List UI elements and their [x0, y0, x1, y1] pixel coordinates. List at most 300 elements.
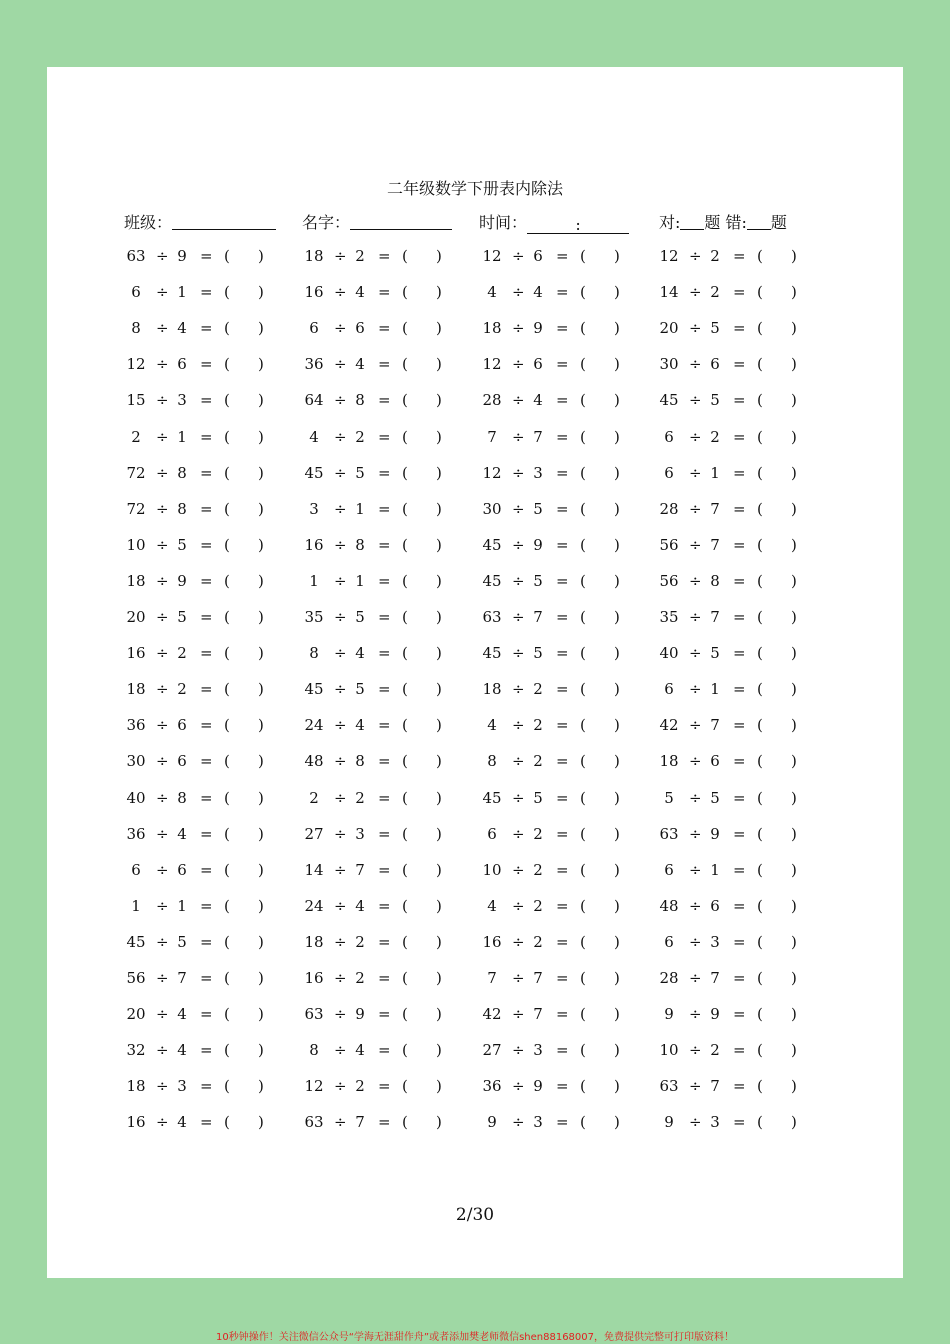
divisor: 1 — [177, 427, 187, 446]
answer-close-paren[interactable]: ) — [436, 283, 442, 302]
answer-close-paren[interactable]: ) — [614, 932, 620, 951]
divide-sign: ÷ — [156, 391, 169, 410]
equals-sign: = — [556, 716, 569, 735]
answer-close-paren[interactable]: ) — [614, 499, 620, 518]
divide-sign: ÷ — [334, 860, 347, 879]
answer-open-paren[interactable]: ( — [757, 608, 763, 626]
dividend: 16 — [126, 644, 146, 663]
answer-close-paren[interactable]: ) — [614, 571, 620, 590]
divide-sign: ÷ — [156, 896, 169, 915]
answer-open-paren[interactable]: ( — [757, 535, 763, 554]
answer-open-paren[interactable]: ( — [402, 896, 408, 915]
answer-open-paren[interactable]: ( — [402, 535, 408, 554]
answer-open-paren[interactable]: ( — [224, 499, 230, 518]
answer-open-paren[interactable]: ( — [757, 1077, 763, 1096]
answer-close-paren[interactable]: ) — [614, 860, 620, 879]
answer-open-paren[interactable]: ( — [224, 932, 230, 951]
answer-close-paren[interactable]: ) — [258, 499, 264, 518]
answer-close-paren[interactable]: ) — [258, 535, 264, 554]
equals-sign: = — [556, 752, 569, 771]
answer-close-paren[interactable]: ) — [614, 896, 620, 915]
divisor: 3 — [710, 1113, 720, 1132]
answer-close-paren[interactable]: ) — [614, 824, 620, 843]
answer-open-paren[interactable]: ( — [580, 788, 586, 807]
answer-open-paren[interactable]: ( — [224, 319, 230, 338]
answer-open-paren[interactable]: ( — [580, 1041, 586, 1060]
answer-open-paren[interactable]: ( — [580, 969, 586, 987]
answer-open-paren[interactable]: ( — [224, 752, 230, 771]
answer-close-paren[interactable]: ) — [791, 752, 797, 771]
equals-sign: = — [378, 752, 391, 771]
answer-open-paren[interactable]: ( — [580, 499, 586, 518]
answer-close-paren[interactable]: ) — [791, 608, 797, 626]
answer-close-paren[interactable]: ) — [791, 680, 797, 699]
answer-close-paren[interactable]: ) — [258, 896, 264, 915]
answer-open-paren[interactable]: ( — [224, 1113, 230, 1132]
equals-sign: = — [556, 644, 569, 663]
answer-close-paren[interactable]: ) — [436, 969, 442, 987]
answer-close-paren[interactable]: ) — [436, 896, 442, 915]
answer-close-paren[interactable]: ) — [258, 355, 264, 374]
answer-open-paren[interactable]: ( — [224, 283, 230, 302]
answer-open-paren[interactable]: ( — [580, 896, 586, 915]
answer-close-paren[interactable]: ) — [436, 535, 442, 554]
answer-open-paren[interactable]: ( — [402, 571, 408, 590]
answer-close-paren[interactable]: ) — [614, 644, 620, 663]
answer-close-paren[interactable]: ) — [614, 608, 620, 626]
answer-open-paren[interactable]: ( — [580, 355, 586, 374]
answer-open-paren[interactable]: ( — [580, 1113, 586, 1132]
answer-close-paren[interactable]: ) — [791, 824, 797, 843]
answer-close-paren[interactable]: ) — [436, 608, 442, 626]
answer-open-paren[interactable]: ( — [224, 716, 230, 735]
answer-open-paren[interactable]: ( — [402, 1005, 408, 1024]
answer-open-paren[interactable]: ( — [224, 355, 230, 374]
answer-open-paren[interactable]: ( — [757, 932, 763, 951]
answer-open-paren[interactable]: ( — [224, 247, 230, 265]
dividend: 10 — [482, 860, 502, 879]
answer-open-paren[interactable]: ( — [402, 1041, 408, 1060]
answer-close-paren[interactable]: ) — [258, 1005, 264, 1024]
answer-close-paren[interactable]: ) — [436, 463, 442, 482]
answer-close-paren[interactable]: ) — [614, 752, 620, 771]
answer-open-paren[interactable]: ( — [224, 608, 230, 626]
equals-sign: = — [200, 752, 213, 771]
answer-open-paren[interactable]: ( — [757, 247, 763, 265]
class-blank[interactable] — [172, 213, 276, 230]
answer-open-paren[interactable]: ( — [580, 283, 586, 302]
divisor: 4 — [533, 283, 543, 302]
answer-close-paren[interactable]: ) — [791, 427, 797, 446]
divisor: 9 — [533, 535, 543, 554]
divide-sign: ÷ — [689, 499, 702, 518]
answer-close-paren[interactable]: ) — [791, 571, 797, 590]
divisor: 5 — [355, 680, 365, 699]
answer-open-paren[interactable]: ( — [757, 427, 763, 446]
answer-close-paren[interactable]: ) — [791, 1113, 797, 1132]
answer-close-paren[interactable]: ) — [258, 1077, 264, 1096]
divisor: 5 — [710, 319, 720, 338]
answer-open-paren[interactable]: ( — [580, 319, 586, 338]
divisor: 9 — [710, 824, 720, 843]
problem-row — [122, 391, 282, 411]
answer-open-paren[interactable]: ( — [757, 1113, 763, 1132]
dividend: 4 — [487, 896, 497, 915]
answer-open-paren[interactable]: ( — [224, 535, 230, 554]
dividend: 18 — [482, 319, 502, 338]
answer-close-paren[interactable]: ) — [614, 969, 620, 987]
problem-row — [655, 1077, 815, 1097]
answer-open-paren[interactable]: ( — [402, 644, 408, 663]
answer-close-paren[interactable]: ) — [258, 427, 264, 446]
answer-close-paren[interactable]: ) — [791, 283, 797, 302]
answer-open-paren[interactable]: ( — [757, 824, 763, 843]
divide-sign: ÷ — [334, 535, 347, 554]
correct-blank[interactable] — [680, 213, 704, 230]
divide-sign: ÷ — [689, 896, 702, 915]
answer-close-paren[interactable]: ) — [436, 319, 442, 338]
divide-sign: ÷ — [512, 499, 525, 518]
problem-row — [300, 897, 460, 917]
answer-open-paren[interactable]: ( — [402, 608, 408, 626]
answer-open-paren[interactable]: ( — [402, 1113, 408, 1132]
answer-close-paren[interactable]: ) — [436, 680, 442, 699]
equals-sign: = — [200, 427, 213, 446]
answer-close-paren[interactable]: ) — [436, 1041, 442, 1060]
answer-open-paren[interactable]: ( — [757, 644, 763, 663]
answer-open-paren[interactable]: ( — [224, 680, 230, 699]
answer-close-paren[interactable]: ) — [614, 788, 620, 807]
answer-open-paren[interactable]: ( — [757, 283, 763, 302]
answer-open-paren[interactable]: ( — [580, 427, 586, 446]
answer-open-paren[interactable]: ( — [580, 644, 586, 663]
answer-close-paren[interactable]: ) — [258, 860, 264, 879]
time-blank[interactable] — [527, 217, 629, 234]
answer-close-paren[interactable]: ) — [614, 463, 620, 482]
divide-sign: ÷ — [334, 283, 347, 302]
answer-close-paren[interactable]: ) — [436, 752, 442, 771]
equals-sign: = — [733, 463, 746, 482]
answer-close-paren[interactable]: ) — [791, 499, 797, 518]
answer-close-paren[interactable]: ) — [614, 319, 620, 338]
answer-open-paren[interactable]: ( — [757, 969, 763, 987]
equals-sign: = — [556, 932, 569, 951]
divisor: 2 — [533, 932, 543, 951]
answer-open-paren[interactable]: ( — [580, 1077, 586, 1096]
answer-close-paren[interactable]: ) — [258, 680, 264, 699]
footer-notice: 10秒钟操作！关注微信公众号“学海无涯甜作舟”或者添加樊老师微信shen88168007，免费提供完整可打印版资料！ — [215, 1332, 735, 1343]
problem-row — [655, 897, 815, 917]
answer-close-paren[interactable]: ) — [258, 1041, 264, 1060]
answer-close-paren[interactable]: ) — [791, 969, 797, 987]
answer-open-paren[interactable]: ( — [757, 680, 763, 699]
answer-open-paren[interactable]: ( — [224, 391, 230, 410]
dividend: 18 — [304, 247, 324, 265]
answer-close-paren[interactable]: ) — [791, 716, 797, 735]
answer-open-paren[interactable]: ( — [402, 716, 408, 735]
answer-open-paren[interactable]: ( — [224, 1077, 230, 1096]
answer-open-paren[interactable]: ( — [402, 319, 408, 338]
answer-close-paren[interactable]: ) — [258, 463, 264, 482]
answer-open-paren[interactable]: ( — [580, 463, 586, 482]
divisor: 6 — [177, 716, 187, 735]
answer-close-paren[interactable]: ) — [436, 860, 442, 879]
answer-open-paren[interactable]: ( — [580, 571, 586, 590]
equals-sign: = — [556, 499, 569, 518]
dividend: 42 — [659, 716, 679, 735]
answer-open-paren[interactable]: ( — [224, 896, 230, 915]
dividend: 12 — [304, 1077, 324, 1096]
dividend: 7 — [487, 969, 497, 987]
answer-close-paren[interactable]: ) — [258, 644, 264, 663]
answer-close-paren[interactable]: ) — [791, 932, 797, 951]
answer-open-paren[interactable]: ( — [402, 355, 408, 374]
answer-close-paren[interactable]: ) — [436, 571, 442, 590]
answer-close-paren[interactable]: ) — [258, 608, 264, 626]
divide-sign: ÷ — [334, 463, 347, 482]
divide-sign: ÷ — [156, 824, 169, 843]
problem-row — [655, 319, 815, 339]
answer-close-paren[interactable]: ) — [258, 824, 264, 843]
answer-close-paren[interactable]: ) — [436, 1077, 442, 1096]
answer-open-paren[interactable]: ( — [757, 319, 763, 338]
dividend: 64 — [304, 391, 324, 410]
answer-close-paren[interactable]: ) — [258, 1113, 264, 1132]
answer-open-paren[interactable]: ( — [757, 391, 763, 410]
answer-close-paren[interactable]: ) — [614, 716, 620, 735]
problem-row — [300, 716, 460, 736]
answer-open-paren[interactable]: ( — [224, 571, 230, 590]
dividend: 9 — [664, 1113, 674, 1132]
equals-sign: = — [556, 463, 569, 482]
divisor: 2 — [177, 644, 187, 663]
answer-open-paren[interactable]: ( — [402, 247, 408, 265]
answer-open-paren[interactable]: ( — [402, 680, 408, 699]
answer-close-paren[interactable]: ) — [791, 1077, 797, 1096]
answer-close-paren[interactable]: ) — [258, 247, 264, 265]
answer-open-paren[interactable]: ( — [757, 571, 763, 590]
answer-open-paren[interactable]: ( — [224, 1005, 230, 1024]
divide-sign: ÷ — [512, 860, 525, 879]
answer-close-paren[interactable]: ) — [436, 644, 442, 663]
answer-close-paren[interactable]: ) — [791, 788, 797, 807]
answer-close-paren[interactable]: ) — [791, 391, 797, 410]
answer-open-paren[interactable]: ( — [580, 1005, 586, 1024]
divisor: 2 — [355, 247, 365, 265]
answer-open-paren[interactable]: ( — [224, 969, 230, 987]
answer-close-paren[interactable]: ) — [436, 1113, 442, 1132]
answer-close-paren[interactable]: ) — [614, 1113, 620, 1132]
answer-open-paren[interactable]: ( — [757, 463, 763, 482]
dividend: 45 — [482, 535, 502, 554]
answer-open-paren[interactable]: ( — [580, 716, 586, 735]
answer-close-paren[interactable]: ) — [258, 283, 264, 302]
divisor: 4 — [177, 1041, 187, 1060]
answer-close-paren[interactable]: ) — [436, 427, 442, 446]
divisor: 2 — [533, 752, 543, 771]
dividend: 63 — [482, 608, 502, 626]
problem-row — [478, 1077, 638, 1097]
answer-open-paren[interactable]: ( — [402, 824, 408, 843]
answer-open-paren[interactable]: ( — [580, 535, 586, 554]
answer-open-paren[interactable]: ( — [224, 788, 230, 807]
problem-row — [122, 319, 282, 339]
divisor: 4 — [355, 716, 365, 735]
dividend: 6 — [309, 319, 319, 338]
answer-close-paren[interactable]: ) — [436, 355, 442, 374]
dividend: 10 — [659, 1041, 679, 1060]
answer-open-paren[interactable]: ( — [580, 247, 586, 265]
answer-open-paren[interactable]: ( — [757, 1005, 763, 1024]
divide-sign: ÷ — [156, 680, 169, 699]
answer-open-paren[interactable]: ( — [224, 463, 230, 482]
answer-open-paren[interactable]: ( — [402, 391, 408, 410]
answer-close-paren[interactable]: ) — [614, 1077, 620, 1096]
answer-open-paren[interactable]: ( — [580, 752, 586, 771]
answer-close-paren[interactable]: ) — [614, 247, 620, 265]
divisor: 5 — [710, 644, 720, 663]
divisor: 6 — [533, 247, 543, 265]
answer-close-paren[interactable]: ) — [791, 535, 797, 554]
answer-open-paren[interactable]: ( — [402, 1077, 408, 1096]
answer-open-paren[interactable]: ( — [757, 355, 763, 374]
answer-close-paren[interactable]: ) — [791, 247, 797, 265]
answer-close-paren[interactable]: ) — [436, 716, 442, 735]
answer-open-paren[interactable]: ( — [224, 644, 230, 663]
answer-close-paren[interactable]: ) — [614, 355, 620, 374]
divisor: 7 — [710, 969, 720, 987]
answer-close-paren[interactable]: ) — [436, 499, 442, 518]
answer-close-paren[interactable]: ) — [258, 788, 264, 807]
divide-sign: ÷ — [689, 319, 702, 338]
answer-open-paren[interactable]: ( — [757, 896, 763, 915]
answer-close-paren[interactable]: ) — [614, 283, 620, 302]
dividend: 63 — [659, 824, 679, 843]
answer-open-paren[interactable]: ( — [757, 1041, 763, 1060]
wrong-blank[interactable] — [747, 213, 771, 230]
dividend: 45 — [126, 932, 146, 951]
divide-sign: ÷ — [512, 644, 525, 663]
answer-open-paren[interactable]: ( — [224, 427, 230, 446]
answer-close-paren[interactable]: ) — [614, 1041, 620, 1060]
problem-row — [300, 536, 460, 556]
equals-sign: = — [200, 788, 213, 807]
equals-sign: = — [378, 1113, 391, 1132]
answer-open-paren[interactable]: ( — [580, 608, 586, 626]
equals-sign: = — [556, 608, 569, 626]
answer-open-paren[interactable]: ( — [402, 860, 408, 879]
problem-row — [478, 933, 638, 953]
problem-row — [122, 789, 282, 809]
answer-close-paren[interactable]: ) — [436, 391, 442, 410]
divide-sign: ÷ — [156, 571, 169, 590]
answer-close-paren[interactable]: ) — [614, 391, 620, 410]
problem-row — [122, 897, 282, 917]
answer-open-paren[interactable]: ( — [757, 716, 763, 735]
answer-close-paren[interactable]: ) — [791, 463, 797, 482]
divide-sign: ÷ — [512, 932, 525, 951]
divide-sign: ÷ — [512, 247, 525, 265]
answer-open-paren[interactable]: ( — [402, 932, 408, 951]
divide-sign: ÷ — [689, 571, 702, 590]
answer-open-paren[interactable]: ( — [580, 860, 586, 879]
answer-close-paren[interactable]: ) — [791, 644, 797, 663]
divisor: 7 — [533, 427, 543, 446]
answer-open-paren[interactable]: ( — [580, 824, 586, 843]
answer-open-paren[interactable]: ( — [224, 1041, 230, 1060]
answer-close-paren[interactable]: ) — [258, 752, 264, 771]
answer-close-paren[interactable]: ) — [791, 896, 797, 915]
answer-close-paren[interactable]: ) — [436, 247, 442, 265]
divide-sign: ÷ — [689, 824, 702, 843]
answer-close-paren[interactable]: ) — [614, 680, 620, 699]
answer-open-paren[interactable]: ( — [757, 860, 763, 879]
answer-close-paren[interactable]: ) — [258, 969, 264, 987]
answer-close-paren[interactable]: ) — [436, 788, 442, 807]
divide-sign: ÷ — [334, 1005, 347, 1024]
divide-sign: ÷ — [512, 752, 525, 771]
answer-close-paren[interactable]: ) — [791, 355, 797, 374]
answer-open-paren[interactable]: ( — [580, 391, 586, 410]
answer-close-paren[interactable]: ) — [791, 860, 797, 879]
divide-sign: ÷ — [512, 680, 525, 699]
answer-close-paren[interactable]: ) — [614, 427, 620, 446]
answer-open-paren[interactable]: ( — [402, 788, 408, 807]
answer-open-paren[interactable]: ( — [402, 283, 408, 302]
answer-open-paren[interactable]: ( — [580, 932, 586, 951]
answer-close-paren[interactable]: ) — [258, 716, 264, 735]
dividend: 30 — [126, 752, 146, 771]
answer-open-paren[interactable]: ( — [757, 499, 763, 518]
answer-close-paren[interactable]: ) — [258, 571, 264, 590]
answer-open-paren[interactable]: ( — [757, 788, 763, 807]
answer-close-paren[interactable]: ) — [614, 1005, 620, 1024]
answer-close-paren[interactable]: ) — [258, 391, 264, 410]
answer-close-paren[interactable]: ) — [436, 932, 442, 951]
answer-open-paren[interactable]: ( — [224, 824, 230, 843]
divisor: 8 — [177, 499, 187, 518]
name-blank[interactable] — [350, 213, 452, 230]
equals-sign: = — [733, 1005, 746, 1024]
answer-close-paren[interactable]: ) — [791, 1005, 797, 1024]
answer-close-paren[interactable]: ) — [258, 932, 264, 951]
answer-close-paren[interactable]: ) — [791, 1041, 797, 1060]
divide-sign: ÷ — [512, 608, 525, 626]
answer-close-paren[interactable]: ) — [258, 319, 264, 338]
answer-open-paren[interactable]: ( — [402, 969, 408, 987]
answer-open-paren[interactable]: ( — [224, 860, 230, 879]
answer-open-paren[interactable]: ( — [402, 463, 408, 482]
divisor: 7 — [710, 499, 720, 518]
dividend: 32 — [126, 1041, 146, 1060]
answer-close-paren[interactable]: ) — [614, 535, 620, 554]
answer-open-paren[interactable]: ( — [402, 427, 408, 446]
answer-open-paren[interactable]: ( — [402, 499, 408, 518]
equals-sign: = — [378, 535, 391, 554]
answer-close-paren[interactable]: ) — [436, 824, 442, 843]
equals-sign: = — [378, 788, 391, 807]
answer-open-paren[interactable]: ( — [580, 680, 586, 699]
answer-open-paren[interactable]: ( — [757, 752, 763, 771]
problem-row — [655, 861, 815, 881]
dividend: 45 — [659, 391, 679, 410]
answer-open-paren[interactable]: ( — [402, 752, 408, 771]
problem-row — [122, 428, 282, 448]
answer-close-paren[interactable]: ) — [791, 319, 797, 338]
divide-sign: ÷ — [334, 319, 347, 338]
answer-close-paren[interactable]: ) — [436, 1005, 442, 1024]
divide-sign: ÷ — [689, 932, 702, 951]
